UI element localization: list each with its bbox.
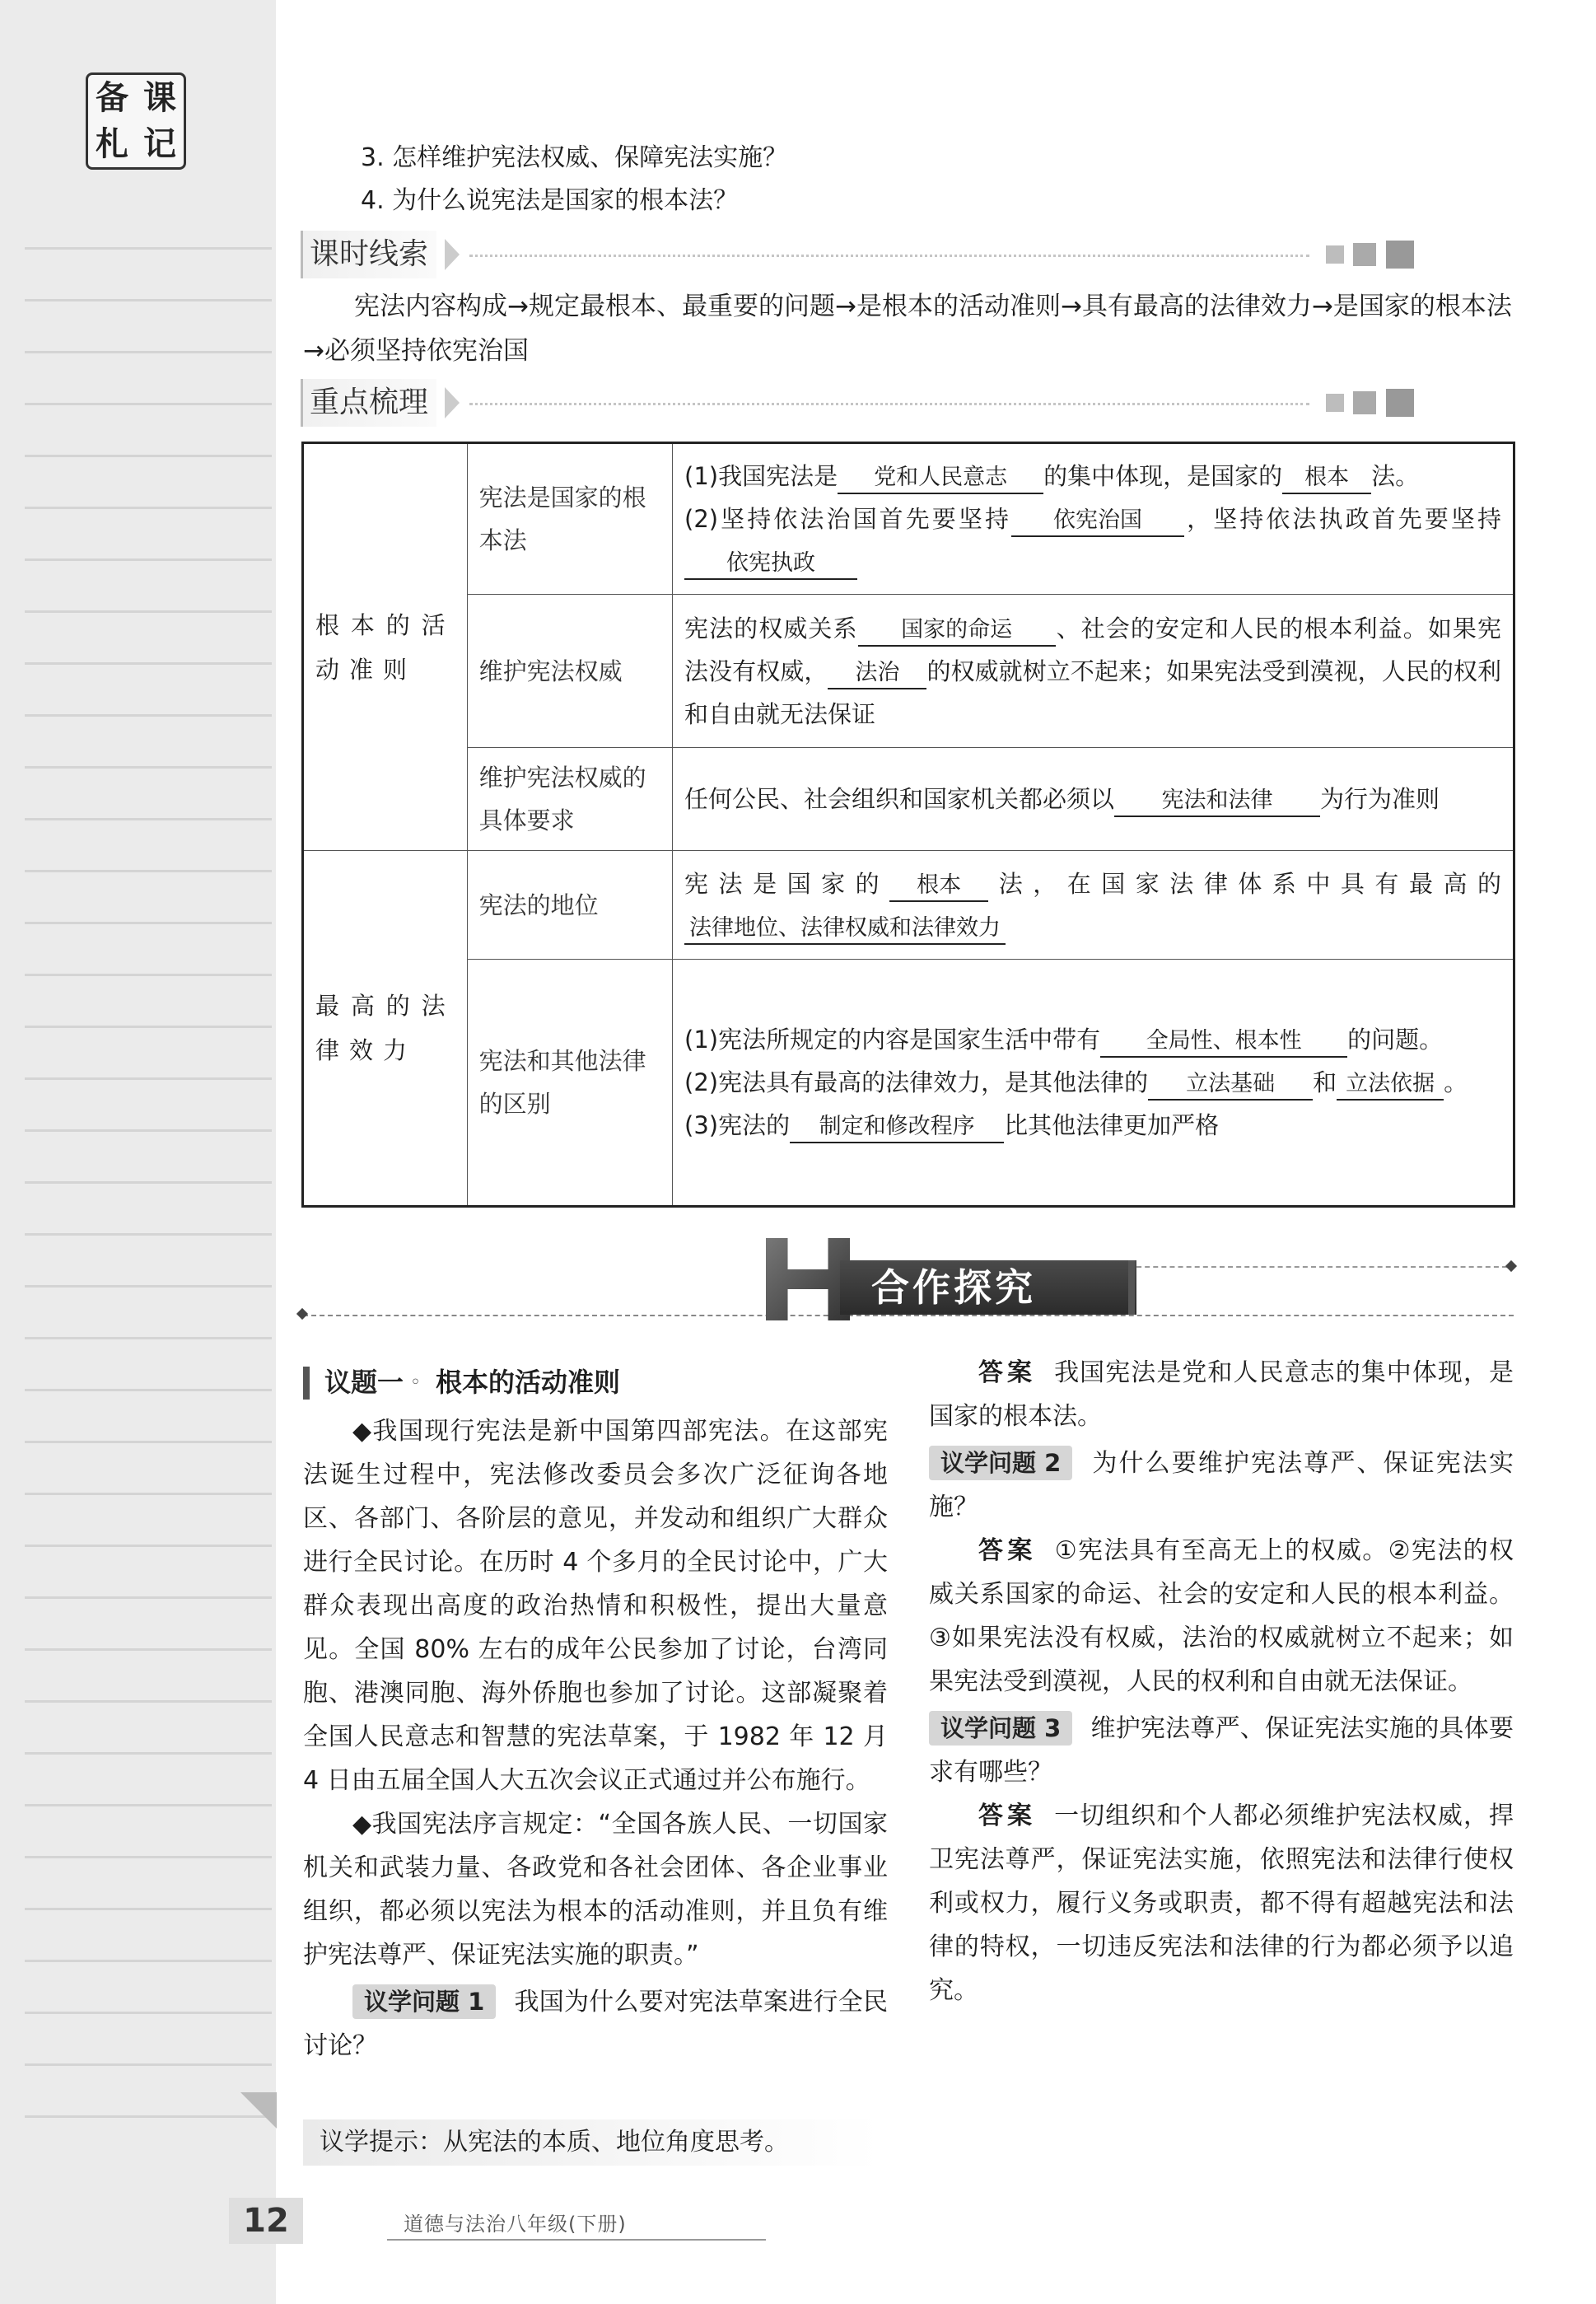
question-3: 3. 怎样维护宪法权威、保障宪法实施？: [361, 143, 788, 172]
text: 比其他法律更加严格: [1004, 1111, 1220, 1139]
row-label: 宪法的地位: [467, 851, 672, 960]
banner-dashed-rule: [303, 1315, 1514, 1316]
answer-text: ①宪法具有至高无上的权威。②宪法的权威关系国家的命运、社会的安定和人民的根本利益。③如果宪法没有权威，法治的权威就树立不起来；如果宪法受到漠视，人民的权利和自由就无法保证。: [929, 1536, 1514, 1696]
diamond-icon: [296, 1308, 308, 1320]
notes-badge: [86, 72, 186, 170]
text: (3)宪法的: [684, 1111, 791, 1139]
section-title: 重点梳理: [301, 379, 436, 427]
text: 、社会的安定和人民的根本利益。如果宪法没有权威，: [684, 614, 1501, 685]
answer-blank: 根本: [889, 871, 988, 902]
text: (2)宪法具有最高的法律效力，是其他法律的: [684, 1068, 1149, 1096]
topic-label: 议题一: [324, 1367, 404, 1398]
topic-title: 根本的活动准则: [436, 1367, 621, 1398]
section-header-key-points: [301, 379, 1507, 427]
note-lines: [25, 198, 272, 2125]
answer-blank: 法治: [828, 658, 926, 689]
hint-bar: 议学提示：从宪法的本质、地位角度思考。: [303, 2119, 880, 2166]
row-content: [673, 748, 1514, 851]
table-row: [303, 748, 1514, 851]
key-points-table: [301, 442, 1515, 1208]
question-text: 我国为什么要对宪法草案进行全民讨论？: [303, 1988, 888, 2060]
banner-bar: [1128, 1260, 1135, 1315]
table-row: [303, 960, 1514, 1207]
answer-blank: 依宪执政: [684, 549, 857, 580]
answer-1: [929, 1351, 1514, 1438]
book-title: 道德与法治八年级(下册): [404, 2213, 627, 2236]
table-row: [303, 443, 1514, 595]
answer-label: 答案: [978, 1802, 1037, 1830]
material-2: ◆我国宪法序言规定：“全国各族人民、一切国家机关和武装力量、各政党和各社会团体、各企业事业组织，都必须以宪法为根本的活动准则，并且负有维护宪法尊严、保证宪法实施的职责。”: [303, 1810, 888, 1970]
left-margin: [0, 0, 276, 2304]
text: 和: [1313, 1068, 1337, 1096]
question-text: 维护宪法尊严、保证宪法实施的具体要求有哪些？: [929, 1714, 1514, 1787]
text: 的权威就树立不起来；如果宪法受到漠视，人民的权利和自由就无法保证: [684, 657, 1501, 728]
banner-title: 合作探究: [840, 1260, 1136, 1315]
square-icon: [1326, 394, 1344, 412]
text: (2)坚持依法治国首先要坚持: [684, 505, 1012, 533]
text: (1)宪法所规定的内容是国家生活中带有: [684, 1026, 1101, 1054]
notes-char: 记: [143, 124, 176, 163]
answer-3: [929, 1794, 1514, 2012]
question-label: 议学问题 1: [352, 1984, 496, 2019]
text: 法，在国家法律体系中具有最高的: [988, 869, 1501, 898]
square-icon: [1386, 389, 1414, 417]
table-row: [303, 851, 1514, 960]
answer-blank: 依宪治国: [1011, 506, 1184, 537]
group-label: 根本的活动准则: [303, 443, 468, 851]
square-icon: [1353, 391, 1376, 414]
answer-text: 一切组织和个人都必须维护宪法权威，捍卫宪法尊严，保证宪法实施，依照宪法和法律行使权利或权力，履行义务或职责，都不得有超越宪法和法律的特权，一切违反宪法和法律的行为都必须予以追究。: [929, 1802, 1514, 2005]
topic-header: [303, 1361, 888, 1404]
notes-char: 课: [143, 78, 176, 117]
text: 宪法是国家的: [684, 869, 890, 898]
answer-label: 答案: [978, 1358, 1037, 1387]
text: 的集中体现，是国家的: [1043, 462, 1283, 490]
dotted-rule: [469, 403, 1309, 405]
square-icon: [1353, 243, 1376, 266]
question-label: 议学问题 2: [929, 1446, 1072, 1480]
text: 法。: [1371, 462, 1420, 490]
dotted-rule: [469, 255, 1309, 257]
banner-dashed-rule: [1128, 1266, 1507, 1268]
clues-text: 宪法内容构成→规定最根本、最重要的问题→是根本的活动准则→具有最高的法律效力→是国家的根本法→必须坚持依宪治国: [303, 292, 1512, 366]
row-label: 宪法是国家的根本法: [467, 443, 672, 595]
table-row: [303, 595, 1514, 748]
left-column: [303, 1361, 888, 2068]
row-content: [673, 443, 1514, 595]
material-1: ◆我国现行宪法是新中国第四部宪法。在这部宪法诞生过程中，宪法修改委员会多次广泛征询各地区、各部门、各阶层的意见，并发动和组织广大群众进行全民讨论。在历时 4 个多月的全民讨论中，广大群众表现出高度的政治热情和积极性，提出大量意见。全国 80% 左右的成年公民参加了讨论，台湾同胞、港澳同胞、海外侨胞也参加了讨论。这部凝聚着全国人民意志和智慧的宪法草案，于 1982 年 12 月 4 日由五届全国人大五次会议正式通过并公布施行。: [303, 1417, 888, 1795]
square-icon: [1386, 241, 1414, 269]
footer-rule: [387, 2239, 766, 2241]
diamond-icon: [1505, 1260, 1517, 1272]
answer-blank: 宪法和法律: [1114, 786, 1320, 817]
answer-blank: 立法依据: [1337, 1069, 1444, 1101]
text: 。: [1444, 1068, 1468, 1096]
text: 的问题。: [1347, 1026, 1444, 1054]
answer-label: 答案: [978, 1536, 1037, 1565]
topic-bar: [303, 1367, 310, 1400]
answer-blank: 根本: [1282, 463, 1371, 494]
row-label: 维护宪法权威: [467, 595, 672, 748]
row-label: 宪法和其他法律的区别: [467, 960, 672, 1207]
row-label: 维护宪法权威的具体要求: [467, 748, 672, 851]
text: 为行为准则: [1320, 785, 1440, 813]
text: (1)我国宪法是: [684, 462, 838, 490]
square-icon: [1326, 245, 1344, 264]
question-2: [929, 1442, 1514, 1529]
arrow-icon: [445, 387, 460, 418]
question-label: 议学问题 3: [929, 1711, 1072, 1746]
text: 宪法的权威关系: [684, 614, 858, 643]
answer-blank: 党和人民意志: [838, 463, 1043, 494]
text: ，坚持依法执政首先要坚持: [1184, 505, 1501, 533]
group-label: 最高的法律效力: [303, 851, 468, 1207]
notes-char: 札: [96, 124, 128, 163]
question-text: 为什么要维护宪法尊严、保证宪法实施？: [929, 1449, 1514, 1521]
text: 任何公民、社会组织和国家机关都必须以: [684, 785, 1115, 813]
page-number: 12: [229, 2198, 303, 2244]
question-1: [303, 1980, 888, 2068]
answer-blank: 全局性、根本性: [1100, 1026, 1347, 1058]
answer-blank: 立法基础: [1148, 1069, 1313, 1101]
question-4: 4. 为什么说宪法是国家的根本法？: [361, 186, 739, 215]
h-logo-icon: [766, 1238, 850, 1320]
section-title: 课时线索: [301, 231, 436, 278]
answer-blank: 法律地位、法律权威和法律效力: [684, 914, 1006, 945]
answer-text: 我国宪法是党和人民意志的集中体现，是国家的根本法。: [929, 1358, 1514, 1431]
answer-blank: 国家的命运: [858, 615, 1056, 647]
answer-blank: 制定和修改程序: [790, 1112, 1004, 1143]
question-3: [929, 1707, 1514, 1794]
arrow-icon: [445, 239, 460, 270]
row-content: [673, 960, 1514, 1207]
row-content: [673, 595, 1514, 748]
notes-char: 备: [96, 78, 128, 117]
section-header-clues: [301, 231, 1507, 278]
page-fold-corner: [240, 2092, 277, 2129]
row-content: [673, 851, 1514, 960]
bullet-icon: ◦: [410, 1372, 421, 1393]
answer-2: [929, 1529, 1514, 1703]
right-column: [929, 1351, 1514, 2012]
